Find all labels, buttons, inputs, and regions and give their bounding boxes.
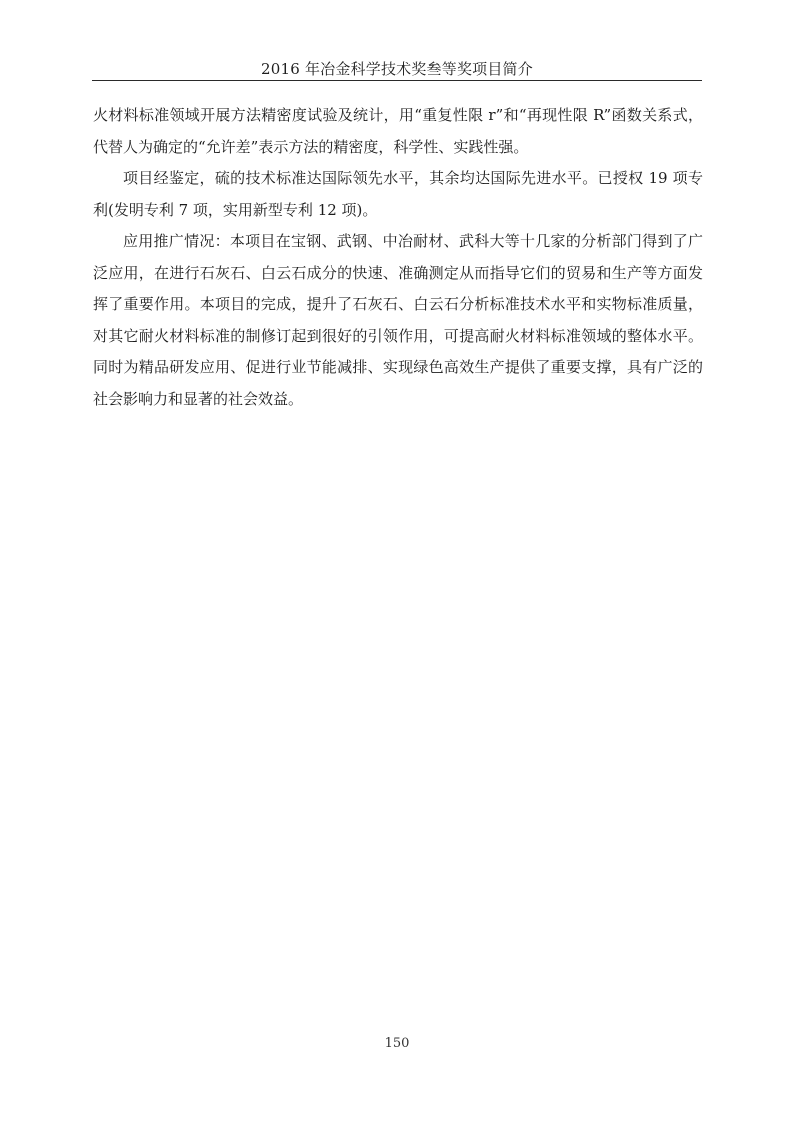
body-text <box>93 100 703 415</box>
paragraph-continuation: 火材料标准领域开展方法精密度试验及统计，用“重复性限 r”和“再现性限 R”函数关系式，代替人为确定的“允许差”表示方法的精密度，科学性、实践性强。 <box>93 106 703 156</box>
paragraph-appraisal: 项目经鉴定，硫的技术标准达国际领先水平，其余均达国际先进水平。已授权 19 项专利(发明专利 7 项，实用新型专利 12 项)。 <box>93 169 703 219</box>
page-number: 150 <box>384 1036 410 1051</box>
paragraph-application: 应用推广情况：本项目在宝钢、武钢、中冶耐材、武科大等十几家的分析部门得到了广泛应用，在进行石灰石、白云石成分的快速、准确测定从而指导它们的贸易和生产等方面发挥了重要作用。本项目的完成，提升了石灰石、白云石分析标准技术水平和实物标准质量，对其它耐火材料标准的制修订起到很好的引领作用，可提高耐火材料标准领域的整体水平。同时为精品研发应用、促进行业节能减排、实现绿色高效生产提供了重要支撑，具有广泛的社会影响力和显著的社会效益。 <box>93 232 703 408</box>
header-divider <box>92 80 702 81</box>
running-header-title: 2016 年冶金科学技术奖叁等奖项目简介 <box>261 60 533 78</box>
